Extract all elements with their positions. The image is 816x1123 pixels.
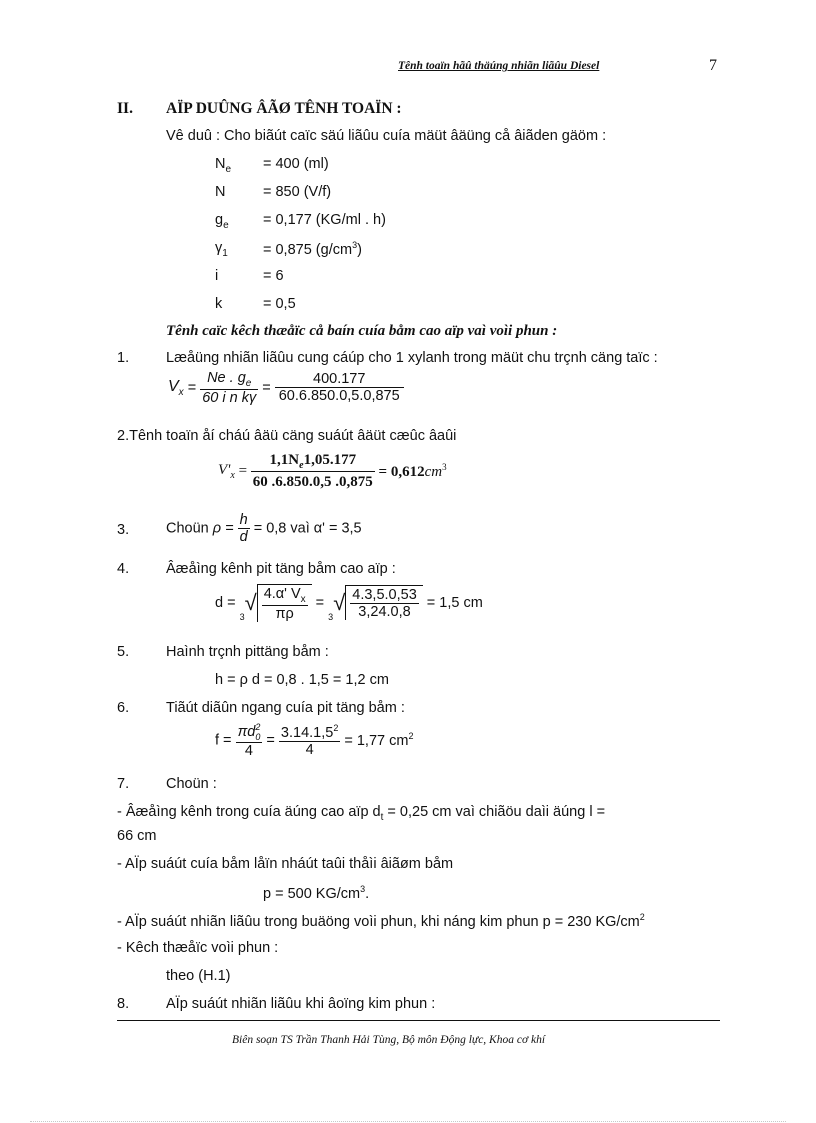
param-value: = 0,875 $(g/cm^3)$: [263, 240, 362, 258]
formula-max-pressure: p = 500 $KG/cm^3$.: [263, 884, 370, 902]
formula-fuel-volume: $V_x$ = $\frac{Ne . g_e}{\text{60 i n kγ}}$ = $\frac{400.177}{60.6.850.0,5.0,875}$: [168, 370, 404, 406]
intro-text: Vê duû : Cho biãút caïc säú liãûu cuía mäüt âäüng cå âiãden gäöm :: [166, 128, 607, 144]
item-number: 4.: [117, 561, 130, 577]
bullet-nozzle-pressure: - AÏp suáút nhiãn liãûu trong buäöng voìi phun, khi náng kim phun p = 230 $KG/cm^2$: [117, 912, 645, 930]
formula-choose-rho: Choün ρ = $\frac{h}{d}$ = 0,8 vaì α' = 3,5: [166, 512, 362, 545]
item-number: 5.: [117, 644, 130, 660]
item-text: 2.Tênh toaïn åí cháú âäü cäng suáút âäüt cæûc âaûi: [117, 428, 457, 444]
footer-credit: Biên soạn TS Trần Thanh Hải Tùng, Bộ môn Động lực, Khoa cơ khí: [232, 1034, 546, 1046]
bullet-pipe-diameter: - Âæåìng kênh trong cuía äúng cao aïp $d_t = 0,25$ cm vaì chiãöu daìi äúng l =: [117, 804, 606, 823]
nozzle-reference: theo (H.1): [166, 968, 231, 984]
item-text: Haình trçnh pittäng båm :: [166, 644, 329, 660]
item-text: Tiãút diãûn ngang cuía pit täng båm :: [166, 700, 405, 716]
item-text: Choün :: [166, 776, 217, 792]
item-number: 1.: [117, 350, 130, 366]
item-text: Âæåìng kênh pit täng båm cao aïp :: [166, 561, 396, 577]
item-number: 7.: [117, 776, 130, 792]
footer-rule: [117, 1020, 720, 1021]
formula-stroke: h = ρ d = 0,8 . 1,5 = 1,2 cm: [215, 672, 389, 688]
param-symbol: k: [215, 296, 223, 312]
calc-subheading: Tênh caïc kêch thæåïc cå baín cuía båm cao aïp vaì voìi phun :: [166, 323, 558, 339]
item-text: Læåüng nhiãn liãûu cung cáúp cho 1 xylanh trong mäüt chu trçnh cäng taïc :: [166, 350, 658, 366]
bullet-max-pressure: - AÏp suáút cuía båm låïn nháút taûi thåìi âiãøm båm: [117, 856, 454, 872]
param-symbol: N: [215, 184, 226, 200]
param-symbol: i: [215, 268, 219, 284]
item-number: 3.: [117, 522, 130, 538]
param-symbol: $\gamma_1$: [215, 240, 228, 259]
section-title: AÏP DUÛNG ÂÃØ TÊNH TOAÏN :: [166, 100, 402, 117]
bullet-nozzle-size: - Kêch thæåïc voìi phun :: [117, 940, 279, 956]
param-symbol: $g_e$: [215, 212, 229, 231]
formula-cross-section: f = $\frac{\pi d^2_0}{4}$ = $\frac{3.14.1,5^2}{4}$ = 1,77 $cm^2$: [215, 722, 414, 759]
page-bottom-edge: [30, 1121, 786, 1122]
item-text: AÏp suáút nhiãn liãûu khi âoïng kim phun :: [166, 996, 436, 1012]
item-number: 8.: [117, 996, 130, 1012]
item-number: 6.: [117, 700, 130, 716]
formula-plunger-diameter: d = 3√ $\frac{4.\alpha' V_x}{\pi\rho}$ = 3√ $\frac{4.3,5.0,53}{3,24.0,8}$ = 1,5 cm: [215, 586, 483, 622]
bullet-pipe-length: 66 cm: [117, 828, 157, 844]
page-number: 7: [709, 57, 717, 74]
section-number: II.: [117, 100, 133, 117]
running-header: Tênh toaïn hãû thäúng nhiãn liãûu Diesel: [398, 60, 600, 72]
formula-max-power-volume: $V'_x$ = $\frac{1,1N_e1,05.177}{60 .6.850.0,5 .0,875}$ = $0,612cm^3$: [218, 452, 447, 490]
param-value: = 400 (ml): [263, 156, 329, 172]
param-value: = 0,177 (KG/ml . h): [263, 212, 386, 228]
param-symbol: $N_e$: [215, 156, 232, 175]
param-value: = 850 (V/f): [263, 184, 332, 200]
param-value: = 6: [263, 268, 284, 284]
param-value: = 0,5: [263, 296, 296, 312]
